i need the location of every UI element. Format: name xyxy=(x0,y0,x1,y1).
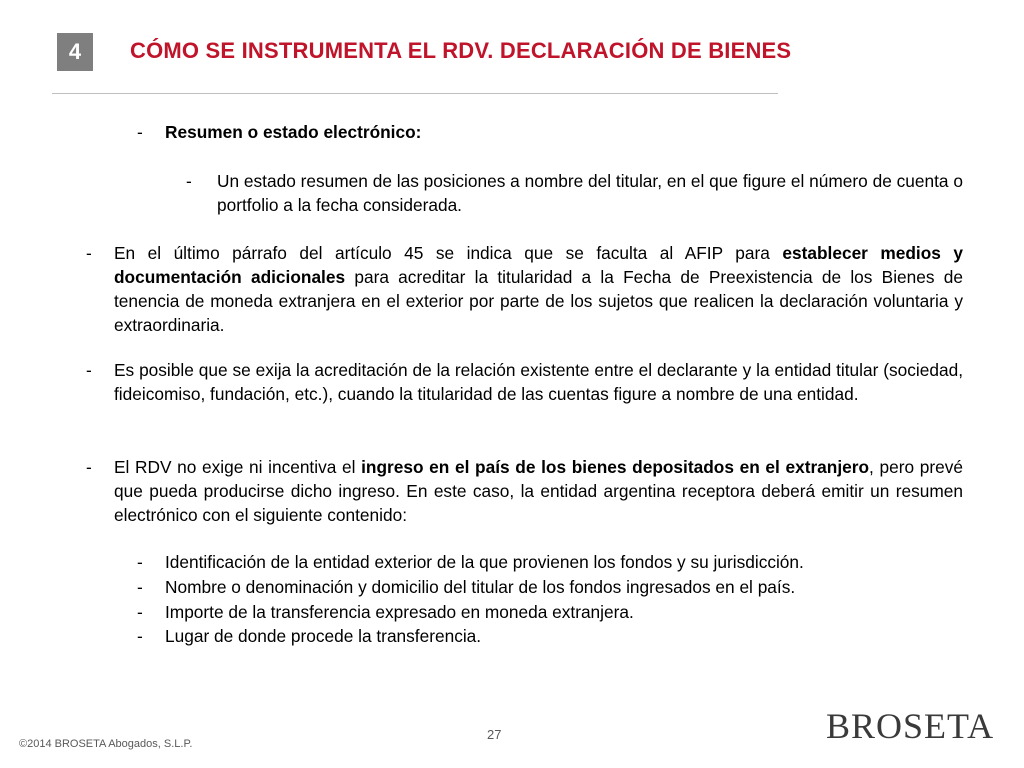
list-item xyxy=(137,550,957,574)
sub-item-text: Un estado resumen de las posiciones a nombre del titular, en el que figure el número de cuenta o portfolio a la fecha considerada. xyxy=(217,171,963,215)
paragraph-1-text xyxy=(114,241,963,337)
paragraph-2-text: Es posible que se exija la acreditación de la relación existente entre el declarante y la entidad titular (sociedad, fideicomiso, fundación, etc.), cuando la titularidad de las cuentas figure a nombre de una entidad. xyxy=(114,360,963,404)
dash-marker: - xyxy=(137,552,143,572)
paragraph-3 xyxy=(86,455,963,527)
paragraph-1-pre: En el último párrafo del artículo 45 se indica que se faculta al AFIP para xyxy=(114,243,783,263)
paragraph-3-post: , pero prevé que pueda producirse dicho ingreso. En este caso, la entidad argentina receptora deberá emitir un resumen electrónico con el siguiente contenido: xyxy=(114,457,963,525)
paragraph-1-post: para acreditar la titularidad a la Fecha de Preexistencia de los Bienes de tenencia de moneda extranjera en el exterior por parte de los sujetos que realicen la declaración voluntaria y extraordinaria. xyxy=(114,267,964,335)
sub-heading-item xyxy=(137,120,957,144)
paragraph-3-pre: El RDV no exige ni incentiva el xyxy=(114,457,362,477)
dash-marker: - xyxy=(86,243,92,263)
paragraph-3-text xyxy=(114,455,963,527)
broseta-logo: BROSETA xyxy=(826,706,995,746)
list-item xyxy=(137,624,957,648)
sub-list-item xyxy=(186,169,963,217)
page-number: 27 xyxy=(487,727,502,742)
list-item-text: Importe de la transferencia expresado en moneda extranjera. xyxy=(165,602,634,622)
section-number-badge: 4 xyxy=(57,33,93,71)
list-item-text: Identificación de la entidad exterior de la que provienen los fondos y su jurisdicción. xyxy=(165,552,804,572)
dash-marker: - xyxy=(137,602,143,622)
paragraph-1 xyxy=(86,241,963,337)
page-title: CÓMO SE INSTRUMENTA EL RDV. DECLARACIÓN DE BIENES xyxy=(130,38,792,63)
dash-marker: - xyxy=(137,577,143,597)
sub-heading: Resumen o estado electrónico: xyxy=(165,122,422,142)
title-divider xyxy=(52,93,778,94)
dash-marker: - xyxy=(86,360,92,380)
list-item-text: Nombre o denominación y domicilio del titular de los fondos ingresados en el país. xyxy=(165,577,796,597)
list-item xyxy=(137,575,957,599)
dash-marker: - xyxy=(137,626,143,646)
paragraph-1-bold: establecer medios y documentación adicionales xyxy=(114,243,964,287)
list-item xyxy=(137,600,957,624)
copyright-text: ©2014 BROSETA Abogados, S.L.P. xyxy=(19,738,193,750)
paragraph-3-bold: ingreso en el país de los bienes depositados en el extranjero xyxy=(361,457,870,477)
dash-marker: - xyxy=(137,122,143,142)
dash-marker: - xyxy=(86,457,92,477)
paragraph-2 xyxy=(86,358,963,406)
list-item-text: Lugar de donde procede la transferencia. xyxy=(165,626,482,646)
dash-marker: - xyxy=(186,171,192,191)
